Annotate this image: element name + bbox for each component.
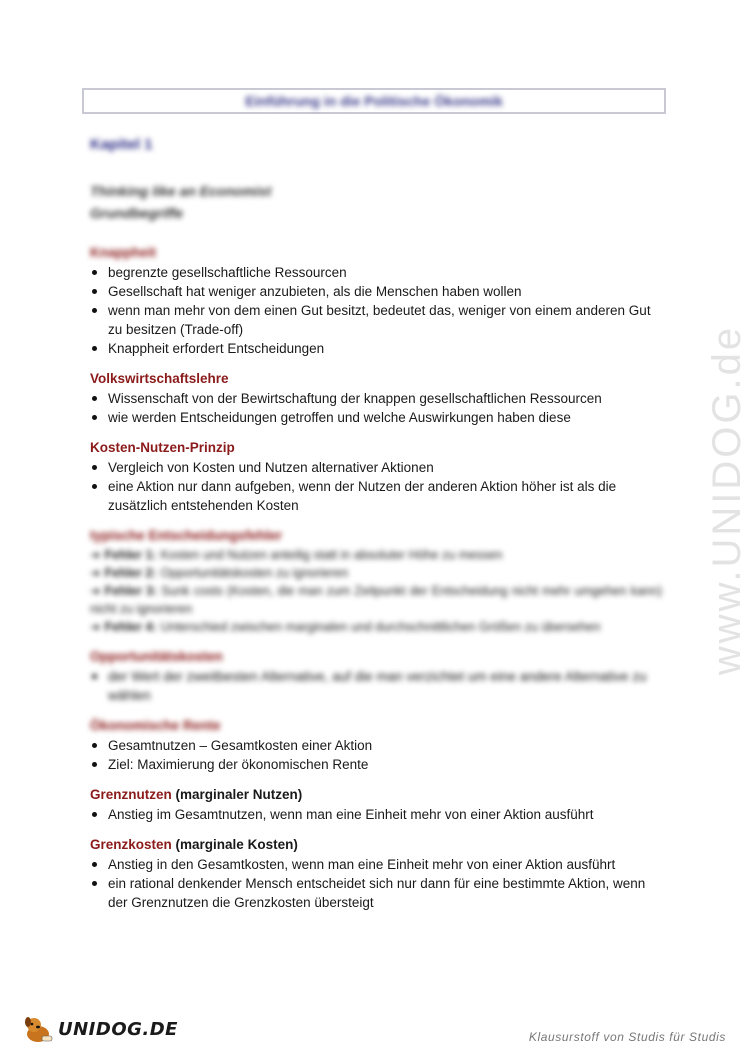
unidog-logo xyxy=(22,1014,178,1044)
section-heading: Volkswirtschaftslehre xyxy=(90,371,229,386)
bullet-list xyxy=(90,389,662,427)
chapter-heading: Kapitel 1 xyxy=(90,136,153,153)
subtitle-line-1: Thinking like an Economist xyxy=(90,183,272,199)
section-heading: Grenznutzen (marginaler Nutzen) xyxy=(90,787,303,802)
document-title-box xyxy=(82,88,666,114)
subtitle-line-2: Grundbegriffe xyxy=(90,205,184,221)
list-item: Gesellschaft hat weniger anzubieten, als die Menschen haben wollen xyxy=(90,282,662,301)
list-item: Anstieg in den Gesamtkosten, wenn man eine Einheit mehr von einer Aktion ausführt xyxy=(90,855,662,874)
logo-text: UNIDOG.DE xyxy=(58,1018,178,1040)
list-item: wenn man mehr von dem einen Gut besitzt, bedeutet das, weniger von einem anderen Gut zu besitzen (Trade-off) xyxy=(90,301,662,339)
arrow-list xyxy=(90,546,662,636)
list-item: Wissenschaft von der Bewirtschaftung der knappen gesellschaftlichen Ressourcen xyxy=(90,389,662,408)
list-item: eine Aktion nur dann aufgeben, wenn der Nutzen der anderen Aktion höher ist als die zusätzlich entstehenden Kosten xyxy=(90,477,662,515)
section-grenzkosten xyxy=(90,836,662,912)
section-vwl xyxy=(90,370,662,427)
bullet-list xyxy=(90,263,662,358)
section-entscheidungsfehler xyxy=(90,527,662,636)
arrow-item: ➔ Fehler 2: Opportunitätskosten zu ignorieren xyxy=(90,566,349,580)
arrow-right-icon: ➔ xyxy=(90,620,101,634)
section-heading: Opportunitätskosten xyxy=(90,649,223,664)
document-content xyxy=(90,244,662,924)
section-opportunitaetskosten xyxy=(90,648,662,705)
list-item: ein rational denkender Mensch entscheidet sich nur dann für eine bestimmte Aktion, wenn der Grenznutzen die Grenzkosten übersteigt xyxy=(90,874,662,912)
list-item: Gesamtnutzen – Gesamtkosten einer Aktion xyxy=(90,736,662,755)
bullet-list xyxy=(90,805,662,824)
bullet-list xyxy=(90,855,662,912)
bullet-list xyxy=(90,667,662,705)
list-item: wie werden Entscheidungen getroffen und welche Auswirkungen haben diese xyxy=(90,408,662,427)
section-knappheit xyxy=(90,244,662,358)
section-heading: Grenzkosten (marginale Kosten) xyxy=(90,837,298,852)
chapter-subtitle xyxy=(90,180,271,224)
bullet-list xyxy=(90,736,662,774)
arrow-item: ➔ Fehler 1: Kosten und Nutzen anteilig statt in absoluter Höhe zu messen xyxy=(90,548,503,562)
section-oekonomische-rente xyxy=(90,717,662,774)
list-item: der Wert der zweitbesten Alternative, auf die man verzichtet um eine andere Alternative zu wählen xyxy=(90,667,662,705)
section-heading: Ökonomische Rente xyxy=(90,718,221,733)
arrow-right-icon: ➔ xyxy=(90,584,101,598)
section-kosten-nutzen xyxy=(90,439,662,515)
section-heading: typische Entscheidungsfehler xyxy=(90,528,283,543)
list-item: begrenzte gesellschaftliche Ressourcen xyxy=(90,263,662,282)
section-heading: Knappheit xyxy=(90,245,156,260)
arrow-right-icon: ➔ xyxy=(90,566,101,580)
list-item: Anstieg im Gesamtnutzen, wenn man eine Einheit mehr von einer Aktion ausführt xyxy=(90,805,662,824)
list-item: Vergleich von Kosten und Nutzen alternativer Aktionen xyxy=(90,458,662,477)
arrow-right-icon: ➔ xyxy=(90,548,101,562)
bullet-list xyxy=(90,458,662,515)
section-grenznutzen xyxy=(90,786,662,824)
footer-tagline: Klausurstoff von Studis für Studis xyxy=(528,1030,726,1044)
list-item: Knappheit erfordert Entscheidungen xyxy=(90,339,662,358)
watermark: www.UNIDOG.de xyxy=(705,324,749,676)
arrow-item: ➔ Fehler 4: Unterschied zwischen marginalen und durchschnittlichen Größen zu übersehen xyxy=(90,620,601,634)
dog-mascot-icon xyxy=(22,1014,56,1044)
list-item: Ziel: Maximierung der ökonomischen Rente xyxy=(90,755,662,774)
document-title: Einführung in die Politische Ökonomik xyxy=(245,93,503,109)
section-heading: Kosten-Nutzen-Prinzip xyxy=(90,440,235,455)
arrow-item: ➔ Fehler 3: Sunk costs (Kosten, die man zum Zeitpunkt der Entscheidung nicht mehr umgehen kann) nicht zu ignorieren xyxy=(90,584,662,616)
